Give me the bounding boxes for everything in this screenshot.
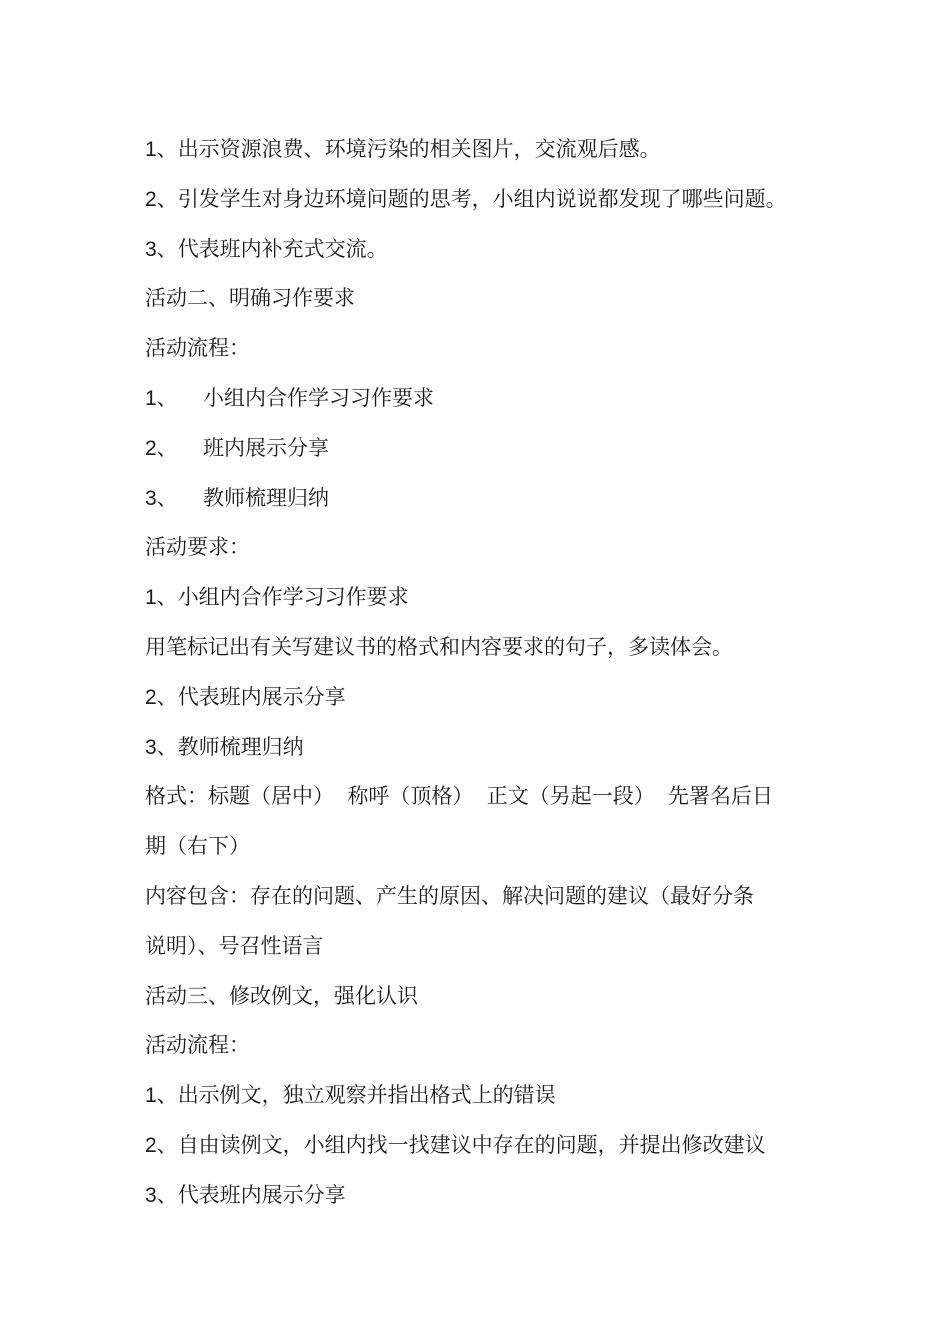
- text-line: [145, 329, 825, 379]
- line-text: 内容包含：存在的问题、产生的原因、解决问题的建议（最好分条: [145, 883, 754, 908]
- item-number: 2、: [145, 436, 178, 460]
- line-text: 代表班内展示分享: [177, 684, 346, 709]
- line-text: 教师梳理归纳: [203, 485, 329, 510]
- line-text: 教师梳理归纳: [177, 734, 304, 759]
- section-heading: [145, 279, 825, 329]
- item-number: 3、: [145, 237, 178, 261]
- text-line: [145, 728, 825, 778]
- line-text: 出示例文，独立观察并指出格式上的错误: [177, 1083, 556, 1108]
- line-text: 引发学生对身边环境问题的思考，小组内说说都发现了哪些问题。: [177, 186, 787, 211]
- line-text: 活动流程：: [145, 1033, 250, 1058]
- line-text: 说明）、号召性语言: [145, 933, 324, 958]
- text-line: [145, 1026, 825, 1076]
- text-line: [145, 479, 825, 529]
- item-number: 1、: [145, 1084, 178, 1108]
- line-text: 活动二、明确习作要求: [145, 286, 355, 311]
- item-number: 1、: [145, 386, 178, 410]
- text-line: [145, 877, 825, 927]
- section-heading: [145, 977, 825, 1027]
- text-line: [145, 429, 825, 479]
- item-number: 2、: [145, 187, 178, 211]
- text-line: [145, 528, 825, 578]
- text-line: [145, 1176, 825, 1226]
- text-line: [145, 180, 825, 230]
- text-line: [145, 379, 825, 429]
- text-line: [145, 777, 825, 827]
- text-line: [145, 578, 825, 628]
- line-text: 格式：标题（居中） 称呼（顶格） 正文（另起一段） 先署名后日: [145, 784, 774, 809]
- text-line: [145, 678, 825, 728]
- text-line: [145, 827, 825, 877]
- line-text: 活动流程：: [145, 336, 250, 361]
- item-number: 2、: [145, 685, 178, 709]
- line-text: 用笔标记出有关写建议书的格式和内容要求的句子，多读体会。: [145, 634, 733, 659]
- line-text: 活动要求：: [145, 535, 250, 560]
- text-line: [145, 927, 825, 977]
- item-number: 3、: [145, 735, 178, 759]
- item-number: 1、: [145, 586, 178, 610]
- text-line: [145, 1126, 825, 1176]
- text-line: [145, 230, 825, 280]
- item-number: 3、: [145, 1183, 178, 1207]
- line-text: 自由读例文，小组内找一找建议中存在的问题，并提出修改建议: [177, 1132, 766, 1157]
- line-text: 小组内合作学习习作要求: [203, 385, 434, 410]
- item-number: 1、: [145, 138, 178, 161]
- line-text: 班内展示分享: [203, 435, 329, 460]
- line-text: 小组内合作学习习作要求: [177, 585, 409, 610]
- text-line: [145, 130, 825, 180]
- text-line: [145, 1076, 825, 1126]
- document-body: [145, 130, 825, 1226]
- line-text: 活动三、修改例文，强化认识: [145, 983, 418, 1008]
- line-text: 期（右下）: [145, 834, 250, 859]
- item-number: 2、: [145, 1133, 178, 1157]
- line-text: 出示资源浪费、环境污染的相关图片，交流观后感。: [177, 137, 661, 161]
- text-line: [145, 628, 825, 678]
- item-number: 3、: [145, 486, 178, 510]
- line-text: 代表班内补充式交流。: [177, 236, 388, 261]
- line-text: 代表班内展示分享: [177, 1182, 346, 1207]
